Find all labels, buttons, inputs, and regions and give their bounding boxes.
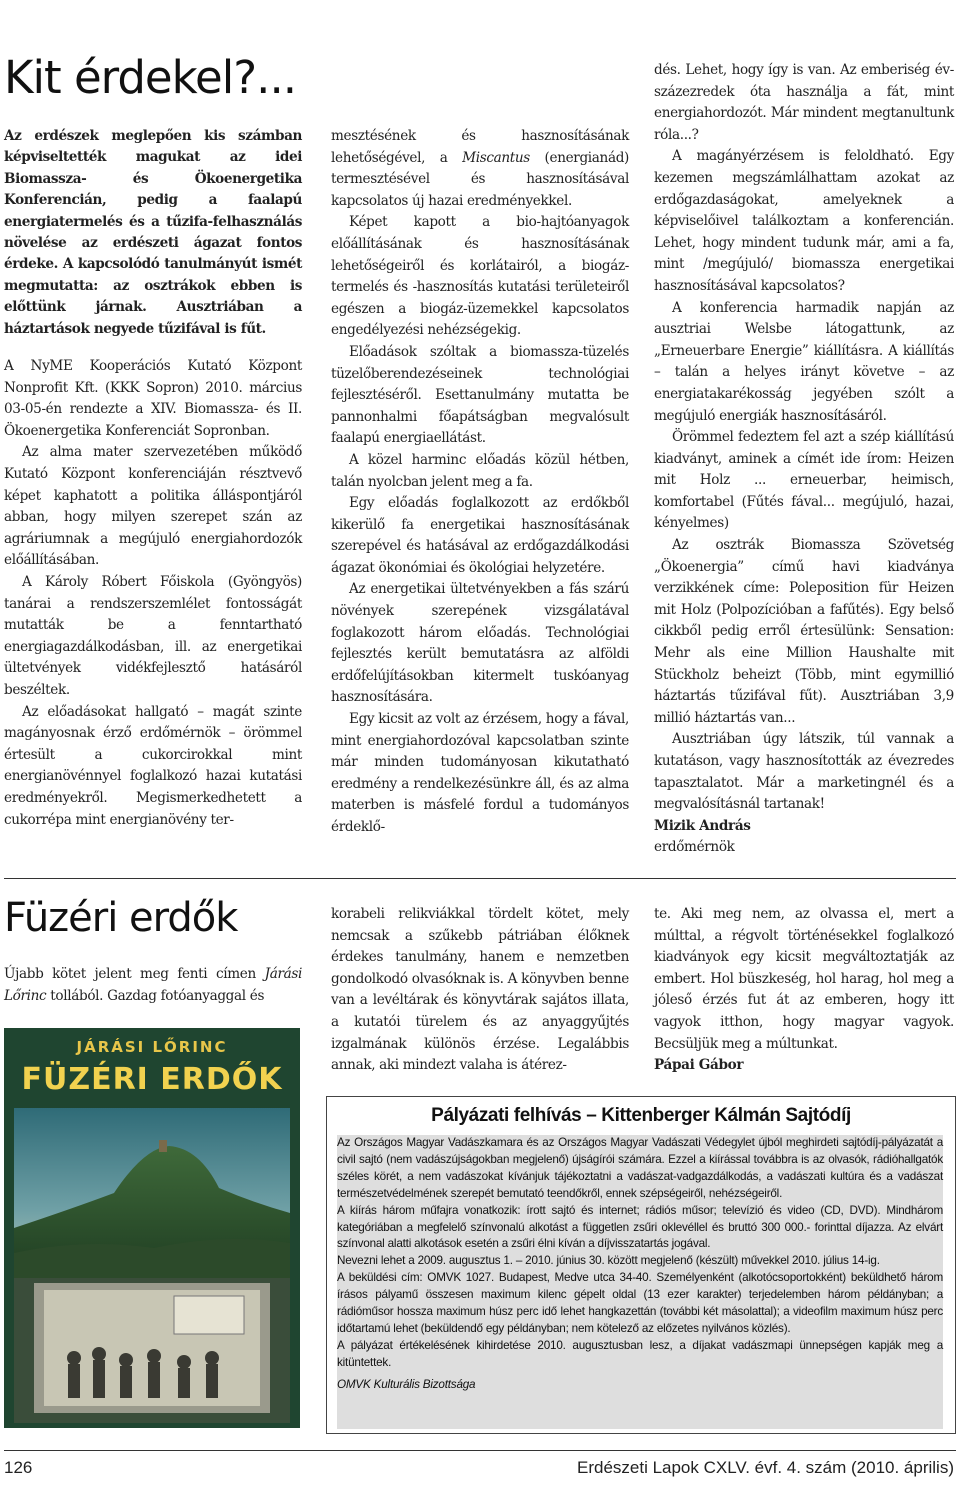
paragraph: Az energetikai ültetvényekben a fás szárú növények szerepének vizsgálatával foglakozott három előadás. Technológiai fejlesztés került bemutatásra az alföldi erdőfelújításokban kitermelt tuskóanyag hasznosítására. [331,581,629,706]
article1-lead: Az erdészek meglepően kis számban képviseltették magukat az idei Biomassza- és Ökoenergetika Konferencián, pedig a faalapú energiatermelés és a tűzifa-felhasználás növelése az erdészeti ágazat fontos érdeke. A kapcsolódó tanulmányút ismét megmutatta: az osztrákok ebben is előttünk járnak. Ausztriában a háztartások negyede tűzifával is fűt. [4,128,302,337]
article1-column-1 [4,126,302,831]
cover-title: FÜZÉRI ERDŐK [21,1062,283,1097]
article1-column-3 [654,60,954,859]
article2-col2-text: korabeli relikviákkal tördelt kötet, mely nemcsak a szűkebb pátriában élőknek érdekes tanulmány, hanem e nemzetben gondolkodó olvasóknak is. A könyvben benne van a levéltárak és könyvtárak sajátos illata, a kutatói türelem és az anyaggyűjtés izgalmának különös érzése. Legalábbis annak, aki mindezt valaha is átérez- [331,906,629,1074]
award-call-signature: OMVK Kulturális Bizottsága [337,1377,476,1391]
paragraph: A beküldési cím: OMVK 1027. Budapest, Medve utca 34-40. Személyenként (alkotócsoportokként) beküldhető három írásos pályamű összesen maximum kilenc gépelt oldal (13 ezer karakter) terjedelemben három példányban; a rádióműsor hossza maximum húsz perc idő lehet hangkazettán (további két másolattal); a videofilm maximum húsz perc időtartamú lehet (beküldendő egy példányban; nem kötelező az előzetes nyilvános közlés). [337,1271,943,1335]
cover-author: JÁRÁSI LŐRINC [76,1038,228,1056]
paragraph: Előadások szóltak a biomassza-tüzelés tüzelőberendezéseinek technológiai fejlesztéséről. Esettanulmány mutatta be pannonhalmi főapátságban megvalósult faalapú energiaellátást. [331,343,629,447]
award-call-box [326,1096,956,1434]
paragraph: A NyME Kooperációs Kutató Központ Nonprofit Kft. (KKK Sopron) 2010. március 03-05-én rendezte a XIV. Biomassza- és II. Ökoenergetika Konferenciát Sopronban. [4,358,302,439]
article1-col1-body [4,356,302,831]
paragraph: Egy kicsit az volt az érzésem, hogy a fával, mint energiahordozóval kapcsolatban szinte már minden tudományosan kikutatható eredmény a rendelkezésünkre áll, és az alma materben is másfelé fordul a tudományos érdeklő- [331,711,629,835]
paragraph: Ausztriában úgy látszik, túl vannak a kutatáson, vagy hasznosították az évezredes tapasztalatot. Már a marketingnél és a megvalósításnál tartanak! [654,731,954,813]
paragraph: Az előadásokat hallgató – magát szinte magányosnak érző erdőmérnök – örömmel értesült a cukorcirokkal mint energianövénnyel foglalkozó hazai kutatási eredményekről. Megismerkedhetett a cukorrépa mint energianövény ter- [4,703,302,828]
paragraph: A pályázat értékelésének kihirdetése 2010. augusztusban lesz, a díjakat vadászmapi ünnepségen kapják meg a kitüntettek. [337,1338,943,1369]
paragraph: Az osztrák Biomassza Szövetség „Ökoenergia” című havi kiadványa verzikkének címe: Poleposition für Heizen mit Holz (Polpozícióban a fafűtés). Egy belső cikkből pedig erről értesülünk: Sensation: Mehr als eine Million Haushalte mit Stückholz beheizt (Több, mint egymillió háztartás tűzifával fűt). Ausztriában 3,9 millió háztartás van... [654,537,954,726]
paragraph: dés. Lehet, hogy így is van. Az emberiség év-százezredek óta használja a fát, mint energiahordozót. Már mindent megtanultunk róla...? [654,62,954,143]
paragraph: A kiírás három műfajra vonatkozik: írott sajtó és internet; rádiós műsor; televízió és video (CD, DVD). Mindhárom kategóriában a megfelelő színvonalú alkotást a független zsűri oklevéllel és bruttó 300 000.- forinttal díjazza. Az elvárt színvonal alatti alkotások esetén a zsűri élni kíván a díjvisszatartás jogával. [337,1203,943,1251]
article2-column-3 [654,904,954,1077]
article1-column-2 [331,126,629,839]
paragraph: A konferencia harmadik napján az ausztriai Welsbe látogattunk, az „Erneuerbare Energie” kiállításra. A kiállítás – talán a helyes irányt követve – az energiatakarékosság jegyében szólt a megújuló energiák hasznosításáról. [654,299,954,424]
article2-column-2 [331,904,629,1077]
paragraph: Az Országos Magyar Vadászkamara és az Országos Magyar Vadászati Védegylet újból meghirdeti sajtódíj-pályázatát a civil sajtó (nem vadászújságokban megjelenő) újságírói számára. Ezzel a kiírással továbbra is az olvasók, rádióhallgatók széles körét, a nem vadászokat kívánjuk tájékoztatni a vadászat-vadgazdálkodás, a vadászati kultúra és a vadászat természetvédelmének szerepét bemutató teendőkről, ennek szépségeiről, nehézségeiről. [337,1136,943,1200]
article1-title: Kit érdekel?... [4,51,297,104]
cover-landscape-illustration [4,1028,300,1428]
paragraph: A közel harminc előadás közül hétben, talán nyolcban jelent meg a fa. [331,451,629,490]
article1-col3-body [654,60,954,816]
article2-author-name: Pápai Gábor [654,1057,744,1074]
paragraph: Nevezni lehet a 2009. augusztus 1. – 2010. június 30. között megjelenő (készült) művekkel 2010. július 14-ig. [337,1254,880,1268]
award-call-title: Pályázati felhívás – Kittenberger Kálmán Sajtódíj [431,1105,851,1126]
article1-col2-body [331,126,629,839]
article1-author-role: erdőmérnök [654,839,735,856]
article2-col3-text: te. Aki meg nem, az olvassa el, mert a múlttal, a régvolt történésekkel foglalkozó kiadványok egy kicsit megváltoztatják az embert. Hol büszkeség, hol harag, hol meg a jóleső érzés fut át az emberen, hogy itt vagyok itthon, hogy magyar vagyok. Becsüljük meg a múltunkat. [654,906,954,1052]
paragraph: Örömmel fedeztem fel azt a szép kiállítású kiadványt, aminek a címét ide írom: Heizen mit Holz ... erneuerbar, heimisch, komfortabel (Fűtés fával... megújuló, hazai, kényelmes) [654,429,954,532]
paragraph: mesztésének és hasznosításának lehetőségével, a Miscantus (energianád) termesztésével és hasznosításával kapcsolatos új hazai eredményekkel. [331,128,630,209]
article1-author-name: Mizik András [654,817,751,834]
paragraph: Egy előadás foglalkozott az erdőkből kikerülő fa energetikai hasznosításának szerepével és hatásával az erdőgazdálkodási ágazat ökonómiai és ökológiai helyzetére. [331,495,629,576]
paragraph: A magányérzésem is feloldható. Egy kezemen megszámlálhattam azokat az erdőgazdaságokat, amelyeknek a képviselőivel találkoztam a konferencián. Lehet, hogy mindent tudunk már, ami a fa, mint /megújuló/ biomassza energetikai hasznosításával kapcsolatos? [654,148,954,294]
book-cover-image [4,1028,300,1428]
page-number: 126 [4,1458,33,1477]
paragraph: Képet kapott a bio-hajtóanyagok előállításának és hasznosításának lehetőségeiről és korlátairól, a biogáz-termelés és -hasznosítás kutatási területeiről egészen a biogáz-üzemekkel kapcsolatos engedélyezési nehézségekig. [331,214,629,339]
paragraph: Az alma mater szervezetében működő Kutató Központ konferenciáján résztvevő képet kaphatott a politika álláspontjáról abban, hogy milyen szerepet szán az agráriumnak a megújuló energiahordozók előállításában. [4,444,302,569]
award-call-paragraphs [337,1135,943,1372]
article2-intro-text: Újabb kötet jelent meg fenti címen Járási Lőrinc tollából. Gazdag fotóanyaggal és [4,966,302,1004]
footer-divider [4,1450,956,1451]
award-call-body [337,1135,943,1429]
article2-title: Füzéri erdők [4,895,238,941]
paragraph: A Károly Róbert Főiskola (Gyöngyös) tanárai a rendszerszemlélet fontosságát mutatták be a fenntartható energiagazdálkodásban, ill. az energetikai ültetvények vidékfejlesztő hatásáról beszéltek. [4,574,302,698]
section-divider [4,878,956,879]
journal-citation: Erdészeti Lapok CXLV. évf. 4. szám (2010. április) [576,1458,954,1477]
article2-intro [4,964,302,1007]
